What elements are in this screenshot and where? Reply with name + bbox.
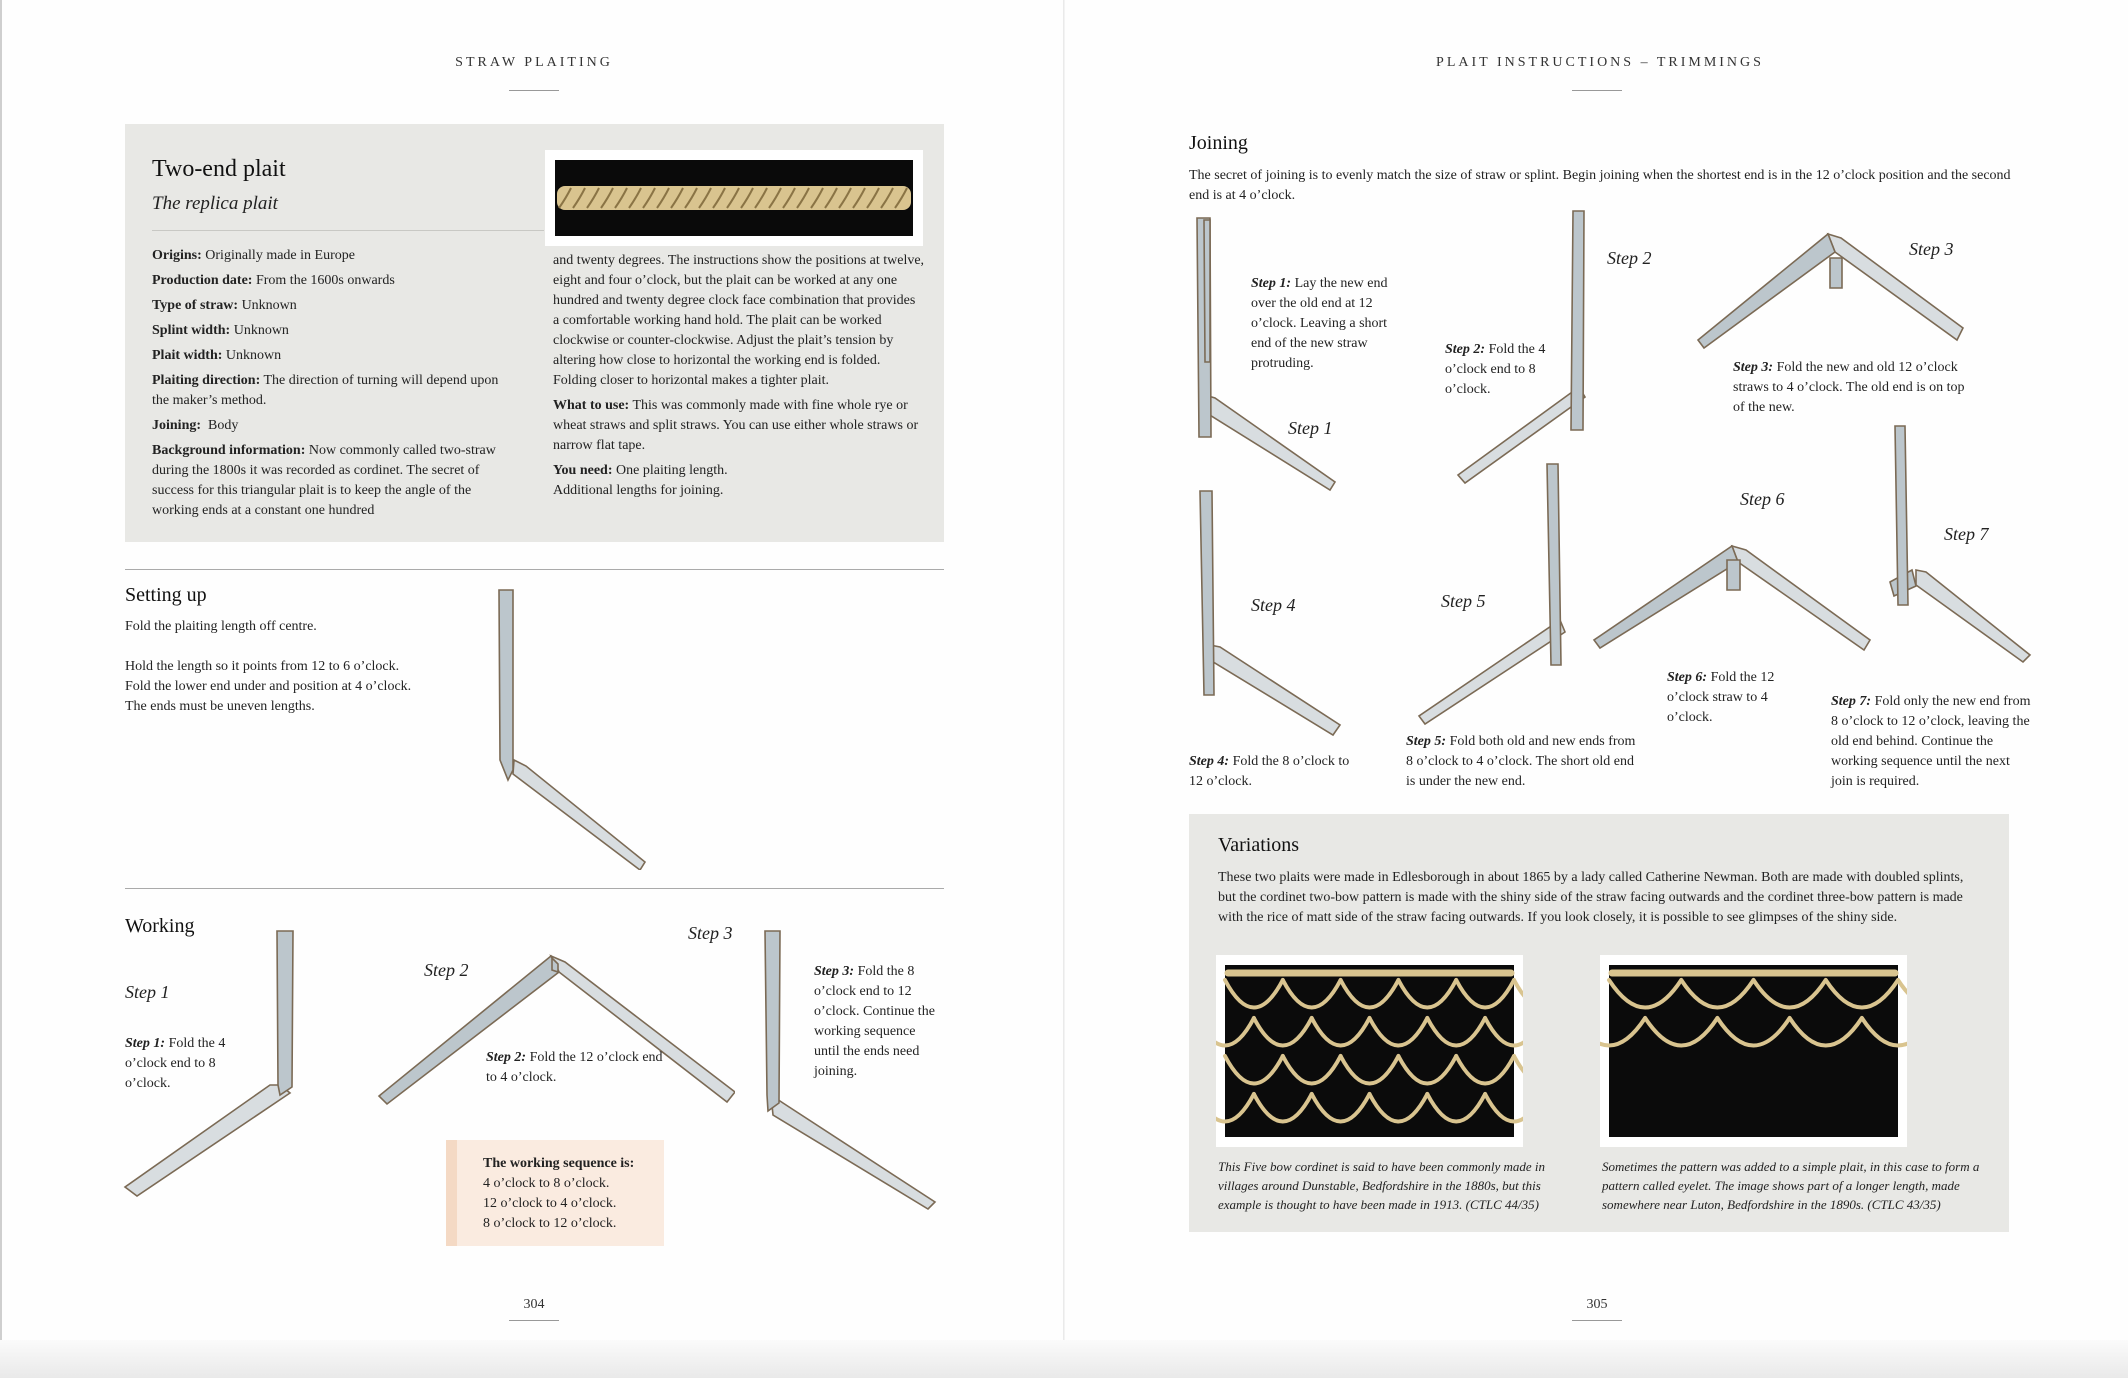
right-head-rule — [1572, 90, 1622, 91]
joining-step7-label: Step 7 — [1944, 524, 1989, 544]
section-rule-1 — [125, 569, 944, 570]
right-folio-rule — [1572, 1320, 1622, 1321]
joining-step4-label: Step 4 — [1251, 595, 1296, 615]
setting-up-para-2: Hold the length so it points from 12 to 6 o’clock. Fold the lower end under and position at 4 o’clock. The ends must be uneven lengths. — [125, 659, 412, 714]
what-to-use: What to use: This was commonly made with fine whole rye or wheat straws and split straws. You can use either whole straws or narrow flat tape. — [553, 398, 919, 453]
working-step2-text: Step 2: Fold the 12 o’clock end to 4 o’clock. — [486, 1050, 663, 1085]
joining-step2-label: Step 2 — [1607, 248, 1652, 268]
sequence-title: The working sequence is: — [483, 1156, 635, 1171]
fact-splint-width: Splint width: Unknown — [152, 323, 289, 338]
right-folio: 305 — [1586, 1297, 1608, 1312]
sequence-item: 12 o’clock to 4 o’clock. — [483, 1196, 617, 1211]
left-page-edge — [0, 0, 2, 1378]
fact-plait-width: Plait width: Unknown — [152, 348, 282, 363]
facts-list — [152, 246, 502, 521]
variations-text: These two plaits were made in Edlesborough in about 1865 by a lady called Catherine Newman. Both are made with doubled splints, but the cordinet two-bow pattern is made with the shiny side of the straw facing outwards and the cordinet three-bow pattern is made with the rice of matt side of the straw facing outwards. If you look closely, it is possible to see glimpses of the shiny side. — [1218, 870, 1964, 925]
bottom-shadow — [0, 1340, 2128, 1378]
variation-photo-2-frame — [1600, 955, 1907, 1147]
setting-up-heading: Setting up — [125, 584, 207, 606]
joining-step6-label: Step 6 — [1740, 489, 1785, 509]
sequence-box — [446, 1140, 664, 1246]
plait-photo-frame — [545, 150, 923, 246]
variation-photo-1 — [1216, 955, 1523, 1147]
variation-photo-1-frame — [1216, 955, 1523, 1147]
joining-step3-diagram — [1695, 228, 1975, 358]
fact-joining: Joining: Body — [152, 418, 239, 433]
variations-heading: Variations — [1218, 834, 1300, 856]
setting-up-para-1: Fold the plaiting length off centre. — [125, 619, 317, 634]
plait-title: Two-end plait — [152, 156, 286, 182]
joining-step5-text: Step 5: Fold both old and new ends from 8 o’clock to 4 o’clock. The short old end is under the new end. — [1406, 734, 1636, 789]
joining-step1-text: Step 1: Lay the new end over the old end at 12 o’clock. Leaving a short end of the new straw protruding. — [1251, 276, 1388, 371]
working-step1-diagram — [120, 925, 300, 1205]
variation-photo-2 — [1600, 955, 1907, 1147]
joining-step2-text: Step 2: Fold the 4 o’clock end to 8 o’clock. — [1445, 342, 1546, 397]
working-step1-text: Step 1: Fold the 4 o’clock end to 8 o’clock. — [125, 1036, 226, 1091]
joining-step1-label: Step 1 — [1288, 418, 1333, 438]
background-continued: and twenty degrees. The instructions show the positions at twelve, eight and four o’clock, but the plait can be worked at any one hundred and twenty degree clock face combination that provides a comfortable working hand hold. The plait can be worked clockwise or counter-clockwise. Adjust the plait’s tension by altering how close to horizontal the working end is folded. Folding closer to horizontal makes a tighter plait. — [553, 253, 925, 388]
plait-subtitle: The replica plait — [152, 193, 278, 214]
joining-step4-text: Step 4: Fold the 8 o’clock to 12 o’clock. — [1189, 754, 1350, 789]
working-step2-label: Step 2 — [424, 960, 469, 980]
joining-step6-text: Step 6: Fold the 12 o’clock straw to 4 o’clock. — [1667, 670, 1775, 725]
joining-step3-label: Step 3 — [1909, 239, 1954, 259]
working-step3-text: Step 3: Fold the 8 o’clock end to 12 o’clock. Continue the working sequence until the ends need joining. — [814, 964, 935, 1079]
joining-step7-diagram — [1860, 420, 2040, 665]
right-running-head: PLAIT INSTRUCTIONS – TRIMMINGS — [1436, 55, 1764, 70]
joining-step7-text: Step 7: Fold only the new end from 8 o’clock to 12 o’clock, leaving the old end behind. Continue the working sequence until the next join is required. — [1831, 694, 2031, 789]
setting-up-diagram — [480, 580, 680, 870]
sequence-item: 8 o’clock to 12 o’clock. — [483, 1216, 617, 1231]
section-rule-2 — [125, 888, 944, 889]
plait-photo — [545, 150, 923, 246]
fact-plaiting-direction: Plaiting direction: The direction of turning will depend upon the maker’s method. — [152, 373, 499, 408]
intro-divider — [152, 230, 544, 231]
book-gutter — [1063, 0, 1065, 1378]
fact-origins: Origins: Originally made in Europe — [152, 248, 355, 263]
joining-step5-label: Step 5 — [1441, 591, 1486, 611]
fact-production-date: Production date: From the 1600s onwards — [152, 273, 395, 288]
sequence-item: 4 o’clock to 8 o’clock. — [483, 1176, 610, 1191]
fact-background: Background information: Now commonly called two-straw during the 1800s it was recorded as cordinet. The secret of success for this triangular plait is to keep the angle of the working ends at a constant one hundred — [152, 443, 496, 518]
left-folio: 304 — [523, 1297, 545, 1312]
variation-caption-1: This Five bow cordinet is said to have been commonly made in villages around Dunstable, Bedfordshire in the 1880s, but this example is thought to have been made in 1913. (CTLC 44/35) — [1218, 1159, 1545, 1212]
joining-step3-text: Step 3: Fold the new and old 12 o’clock straws to 4 o’clock. The old end is on top of the new. — [1733, 360, 1965, 415]
sequence-content — [483, 1154, 663, 1234]
joining-step6-diagram — [1590, 540, 1880, 655]
working-step3-label: Step 3 — [688, 923, 733, 943]
left-running-head: STRAW PLAITING — [455, 55, 613, 70]
variation-caption-2: Sometimes the pattern was added to a simple plait, in this case to form a pattern called eyelet. The image shows part of a longer length, made somewhere near Luton, Bedfordshire in the 1890s. (CTLC 43/35) — [1602, 1159, 1980, 1212]
left-folio-rule — [509, 1320, 559, 1321]
intro-right-column — [553, 251, 925, 501]
joining-heading: Joining — [1189, 132, 1248, 154]
working-step1-label: Step 1 — [125, 982, 170, 1002]
you-need: You need: One plaiting length. Additional lengths for joining. — [553, 463, 728, 498]
joining-intro: The secret of joining is to evenly match the size of straw or splint. Begin joining when the shortest end is in the 12 o’clock position and the second end is at 4 o’clock. — [1189, 168, 2011, 203]
fact-straw-type: Type of straw: Unknown — [152, 298, 297, 313]
sequence-box-accent — [446, 1140, 457, 1246]
setting-up-text — [125, 617, 425, 717]
working-heading: Working — [125, 915, 195, 937]
left-head-rule — [509, 90, 559, 91]
joining-step5-diagram — [1415, 460, 1575, 730]
